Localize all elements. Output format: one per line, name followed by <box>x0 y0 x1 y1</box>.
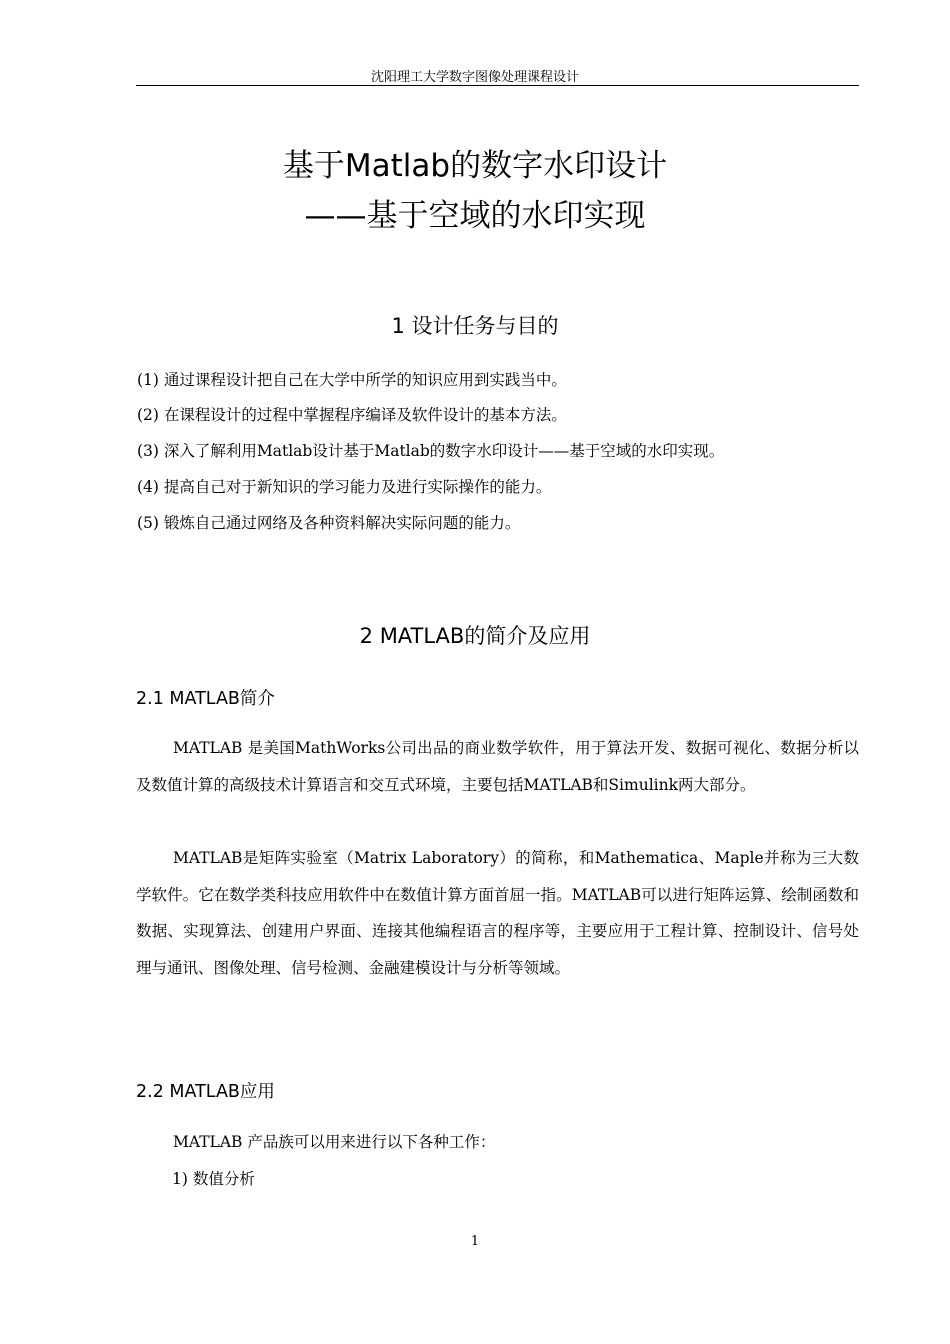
header-rule <box>136 85 859 86</box>
task-item-4: (4) 提高自己对于新知识的学习能力及进行实际操作的能力。 <box>137 478 552 496</box>
section-2-1-heading: 2.1 MATLAB简介 <box>136 689 275 709</box>
section-2-2-heading: 2.2 MATLAB应用 <box>136 1082 275 1102</box>
application-list-item-1: 1) 数值分析 <box>172 1170 255 1188</box>
intro-paragraph-2: MATLAB是矩阵实验室（Matrix Laboratory）的简称，和Mathematica、Maple并称为三大数学软件。它在数学类科技应用软件中在数值计算方面首屈一指。MATLAB可以进行矩阵运算、绘制函数和数据、实现算法、创建用户界面、连接其他编程语言的程序等，主要应用于工程计算、控制设计、信号处理与通讯、图像处理、信号检测、金融建模设计与分析等领域。 <box>136 849 859 977</box>
section-2-heading: 2 MATLAB的简介及应用 <box>359 624 591 648</box>
task-item-1: (1) 通过课程设计把自己在大学中所学的知识应用到实践当中。 <box>137 371 567 389</box>
intro-paragraph-1: MATLAB 是美国MathWorks公司出品的商业数学软件，用于算法开发、数据可视化、数据分析以及数值计算的高级技术计算语言和交互式环境，主要包括MATLAB和Simulink两大部分。 <box>136 739 859 794</box>
page-number: 1 <box>470 1234 480 1249</box>
document-subtitle: ——基于空域的水印实现 <box>304 198 646 234</box>
section-1-heading: 1 设计任务与目的 <box>391 314 559 338</box>
document-title: 基于Matlab的数字水印设计 <box>282 148 668 184</box>
task-item-5: (5) 锻炼自己通过网络及各种资料解决实际问题的能力。 <box>137 514 521 532</box>
task-item-2: (2) 在课程设计的过程中掌握程序编译及软件设计的基本方法。 <box>137 406 567 424</box>
task-item-3: (3) 深入了解利用Matlab设计基于Matlab的数字水印设计——基于空域的水印实现。 <box>137 442 725 460</box>
application-paragraph: MATLAB 产品族可以用来进行以下各种工作： <box>173 1133 496 1151</box>
page-header: 沈阳理工大学数字图像处理课程设计 <box>370 70 579 85</box>
